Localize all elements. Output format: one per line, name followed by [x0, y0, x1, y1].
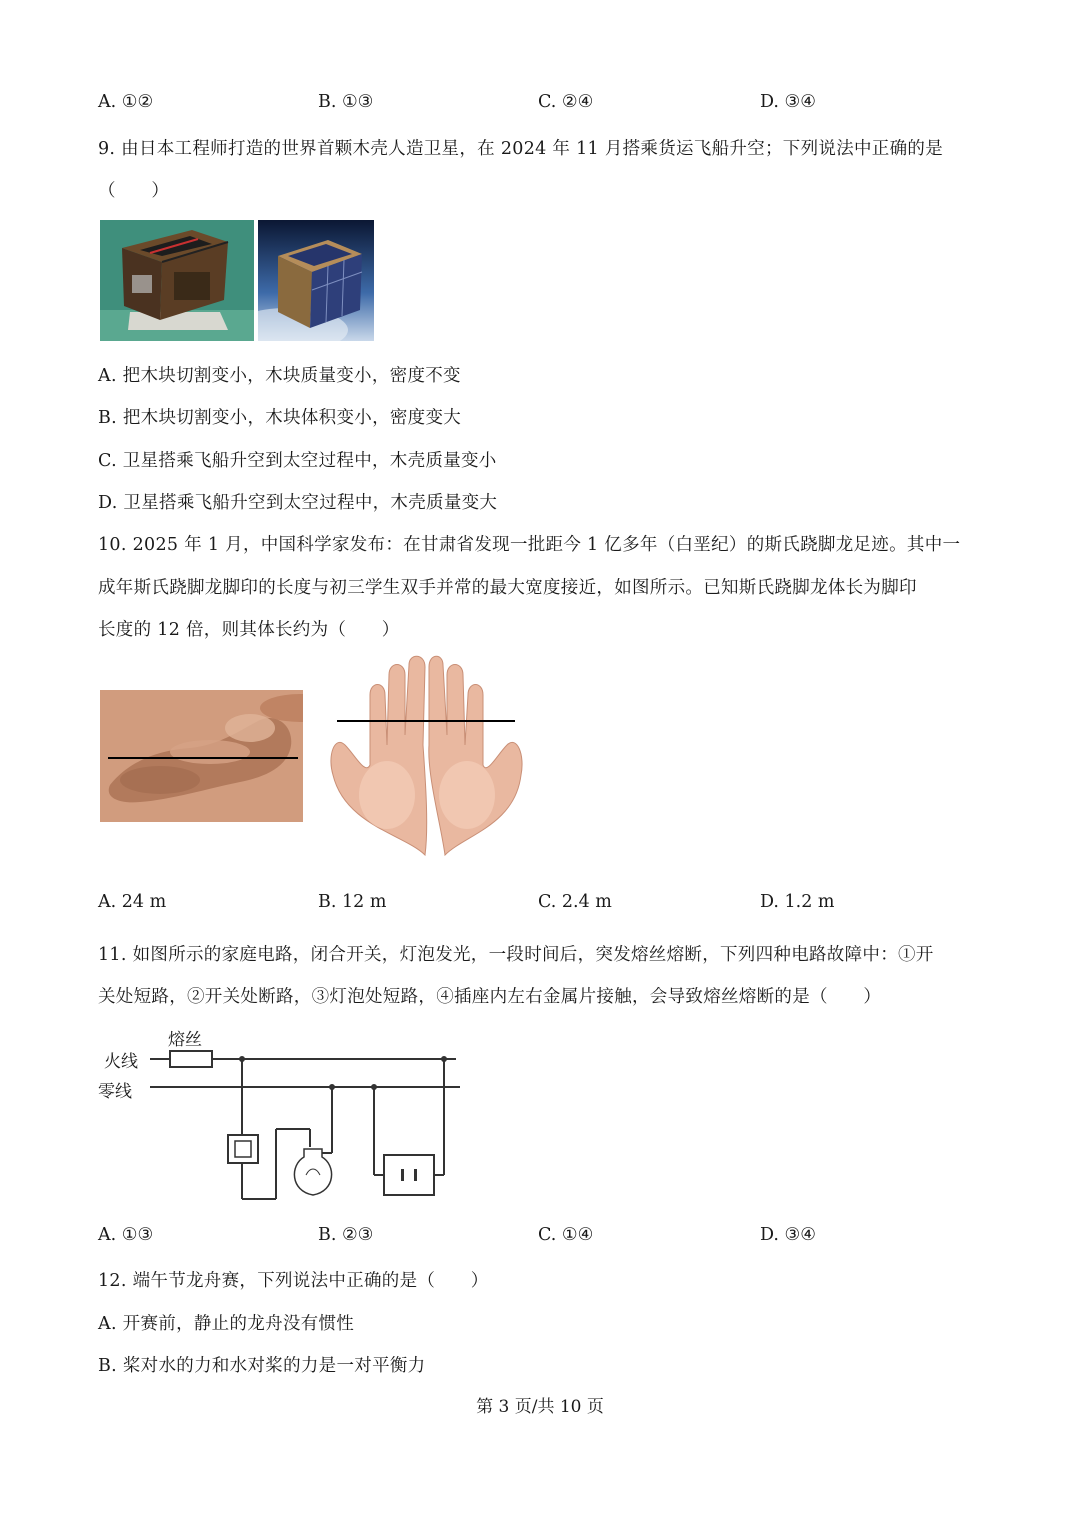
q9-stem-line1: 9. 由日本工程师打造的世界首颗木壳人造卫星，在 2024 年 11 月搭乘货运飞船升空；下列说法中正确的是: [98, 139, 944, 159]
q8-option-b: B. ①③: [318, 92, 374, 112]
dinosaur-footprint-photo: [100, 690, 303, 822]
satellite-in-space-photo: [258, 220, 374, 341]
q9-option-c: C. 卫星搭乘飞船升空到太空过程中，木壳质量变小: [98, 451, 497, 471]
q8-option-d: D. ③④: [760, 92, 816, 112]
q11-option-d: D. ③④: [760, 1225, 816, 1245]
household-circuit-diagram: [96, 1025, 476, 1205]
q12-option-a: A. 开赛前，静止的龙舟没有惯性: [98, 1314, 355, 1334]
q11-stem-line1: 11. 如图所示的家庭电路，闭合开关，灯泡发光，一段时间后，突发熔丝熔断，下列四种电路故障中：①开: [98, 945, 934, 965]
q10-stem-line3: 长度的 12 倍，则其体长约为（ ）: [98, 620, 400, 640]
fuse-label: 熔丝: [168, 1030, 202, 1050]
q9-option-a: A. 把木块切割变小，木块质量变小，密度不变: [98, 366, 461, 386]
q9-stem-line2: （ ）: [98, 181, 170, 201]
q10-option-d: D. 1.2 m: [760, 892, 835, 912]
neutral-wire-label: 零线: [98, 1082, 132, 1102]
q12-option-b: B. 桨对水的力和水对桨的力是一对平衡力: [98, 1356, 426, 1376]
wooden-satellite-photo: [100, 220, 254, 341]
q8-option-c: C. ②④: [538, 92, 594, 112]
q10-stem-line1: 10. 2025 年 1 月，中国科学家发布：在甘肃省发现一批距今 1 亿多年（白垩纪）的斯氏跷脚龙足迹。其中一: [98, 535, 961, 555]
q11-option-a: A. ①③: [98, 1225, 154, 1245]
q12-stem: 12. 端午节龙舟赛，下列说法中正确的是（ ）: [98, 1271, 489, 1291]
q8-option-a: A. ①②: [98, 92, 154, 112]
q10-option-b: B. 12 m: [318, 892, 387, 912]
two-hands-photo: [325, 655, 525, 865]
q9-option-d: D. 卫星搭乘飞船升空到太空过程中，木壳质量变大: [98, 493, 498, 513]
page-footer: 第 3 页/共 10 页: [476, 1397, 604, 1417]
live-wire-label: 火线: [104, 1052, 138, 1072]
q10-option-a: A. 24 m: [98, 892, 167, 912]
q11-stem-line2: 关处短路，②开关处断路，③灯泡处短路，④插座内左右金属片接触，会导致熔丝熔断的是（ ）: [98, 987, 882, 1007]
q11-option-b: B. ②③: [318, 1225, 374, 1245]
q11-option-c: C. ①④: [538, 1225, 594, 1245]
q10-stem-line2: 成年斯氏跷脚龙脚印的长度与初三学生双手并常的最大宽度接近，如图所示。已知斯氏跷脚龙体长为脚印: [98, 578, 917, 598]
q10-option-c: C. 2.4 m: [538, 892, 612, 912]
q9-option-b: B. 把木块切割变小，木块体积变小，密度变大: [98, 408, 462, 428]
